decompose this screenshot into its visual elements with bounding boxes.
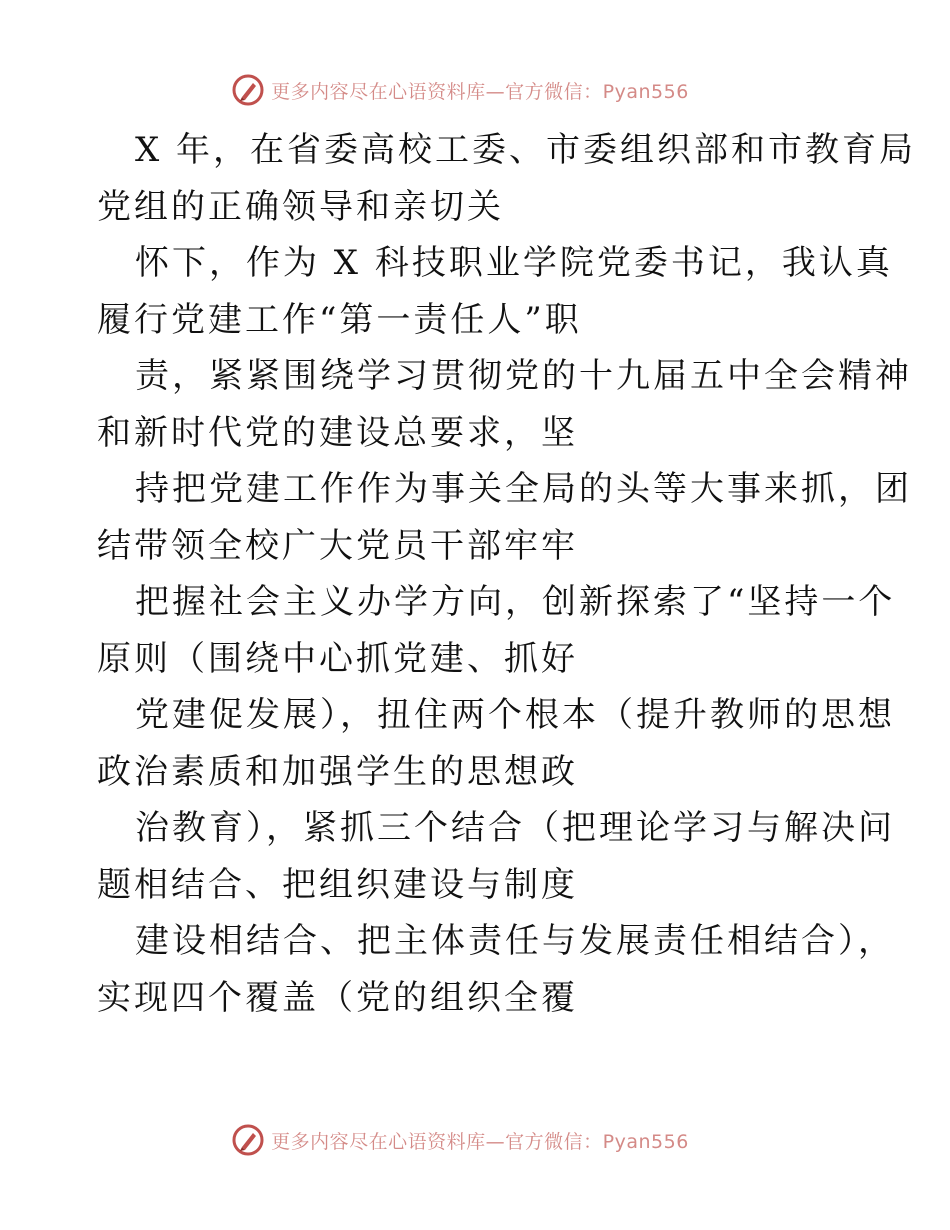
watermark-text: 更多内容尽在心语资料库—官方微信：Pyan556 xyxy=(271,80,689,103)
watermark-text: 更多内容尽在心语资料库—官方微信：Pyan556 xyxy=(271,1130,689,1153)
text-line: 实现四个覆盖（党的组织全覆 xyxy=(97,977,578,1018)
text-line: 和新时代党的建设总要求，坚 xyxy=(97,412,578,453)
text-line: 原则（围绕中心抓党建、抓好 xyxy=(97,638,578,679)
text-line: 履行党建工作“第一责任人”职 xyxy=(97,299,582,340)
text-line: 党建促发展），扭住两个根本（提升教师的思想 xyxy=(135,695,895,735)
text-line: 把握社会主义办学方向，创新探索了“坚持一个 xyxy=(135,582,896,622)
text-line: 结带领全校广大党员干部牢牢 xyxy=(97,525,578,566)
text-line: X 年，在省委高校工委、市委组织部和市教育局 xyxy=(135,130,917,170)
text-line: 怀下，作为 X 科技职业学院党委书记，我认真 xyxy=(135,243,893,283)
text-line: 建设相结合、把主体责任与发展责任相结合）， xyxy=(135,921,895,961)
text-line: 政治素质和加强学生的思想政 xyxy=(97,751,578,792)
pen-logo-icon xyxy=(231,73,265,107)
text-line: 责，紧紧围绕学习贯彻党的十九届五中全会精神 xyxy=(135,356,912,396)
footer-watermark xyxy=(0,1122,950,1158)
text-line: 党组的正确领导和亲切关 xyxy=(97,186,504,227)
pen-logo-icon xyxy=(231,1123,265,1157)
text-line: 治教育），紧抓三个结合（把理论学习与解决问 xyxy=(135,808,895,848)
header-watermark xyxy=(0,72,950,108)
text-line: 题相结合、把组织建设与制度 xyxy=(97,864,578,905)
text-line: 持把党建工作作为事关全局的头等大事来抓，团 xyxy=(135,469,912,509)
document-body xyxy=(97,122,917,1026)
